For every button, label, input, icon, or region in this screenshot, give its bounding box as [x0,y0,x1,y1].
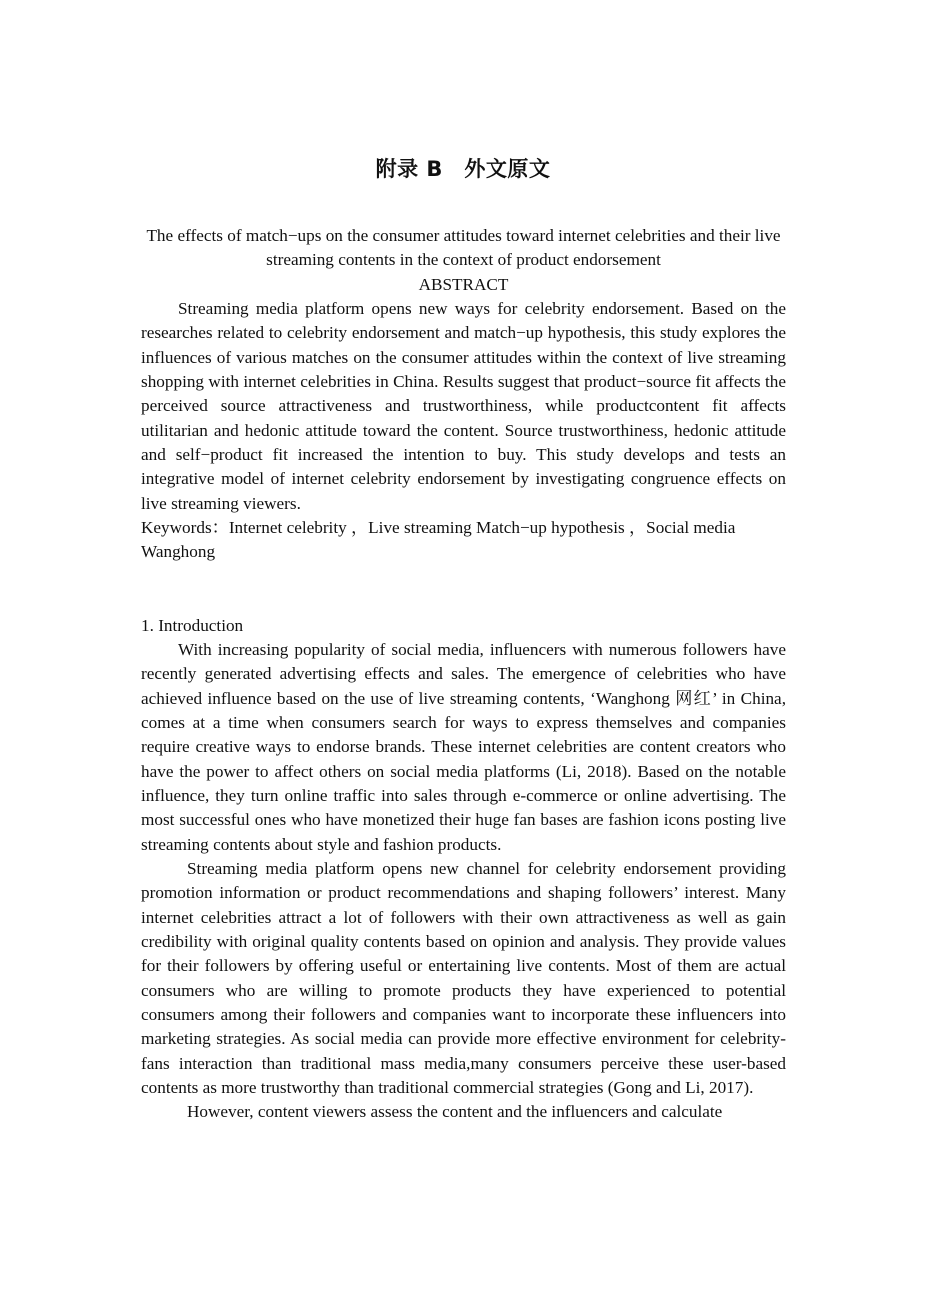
paper-title: The effects of match−ups on the consumer attitudes toward internet celebrities and their live streaming contents in the context of product endorsement [146,226,781,270]
abstract-text: Streaming media platform opens new ways for celebrity endorsement. Based on the researches related to celebrity endorsement and match−up hypothesis, this study explores the influences of various matches on the consumer attitudes within the context of live streaming shopping with internet celebrities in China. Results suggest that product−source fit affects the perceived source attractiveness and trustworthiness, while productcontent fit affects utilitarian and hedonic attitude toward the content. Source trustworthiness, hedonic attitude and self−product fit increased the intention to buy. This study develops and tests an integrative model of internet celebrity endorsement by investigating congruence effects on live streaming viewers. [141,299,786,513]
section-title: 1. Introduction [141,615,244,635]
document-body [141,224,786,1125]
keywords: Keywords：Internet celebrity ，Live streaming Match−up hypothesis ，Social media Wanghong [141,518,736,562]
paragraph: With increasing popularity of social media, influencers with numerous followers have recently generated advertising effects and sales. The emergence of celebrities who have achieved influence based on the use of live streaming contents, ‘Wanghong 网红’ in China, comes at a time when consumers search for ways to express themselves and companies require creative ways to endorse brands. These internet celebrities are content creators who have the power to affect others on social media platforms (Li, 2018). Based on the notable influence, they turn online traffic into sales through e-commerce or online advertising. The most successful ones who have monetized their huge fan bases are fashion icons posting live streaming contents about style and fashion products. [141,639,786,854]
appendix-heading: 附录 B 外文原文 [375,157,551,181]
paragraph: Streaming media platform opens new channel for celebrity endorsement providing promotion information or product recommendations and shaping followers’ interest. Many internet celebrities attract a lot of followers with their own attractiveness as well as gain credibility with original quality contents based on opinion and analysis. They provide values for their followers by offering useful or entertaining live contents. Most of them are actual consumers who are willing to promote products they have experienced to potential consumers among their followers and companies want to incorporate these influencers into marketing strategies. As social media can provide more effective environment for celebrity-fans interaction than traditional mass media,many consumers perceive these user-based contents as more trustworthy than traditional commercial strategies (Gong and Li, 2017). [141,858,786,1098]
paragraph: However, content viewers assess the content and the influencers and calculate [187,1102,723,1122]
abstract-heading: ABSTRACT [418,274,509,294]
section-spacer [141,565,786,614]
